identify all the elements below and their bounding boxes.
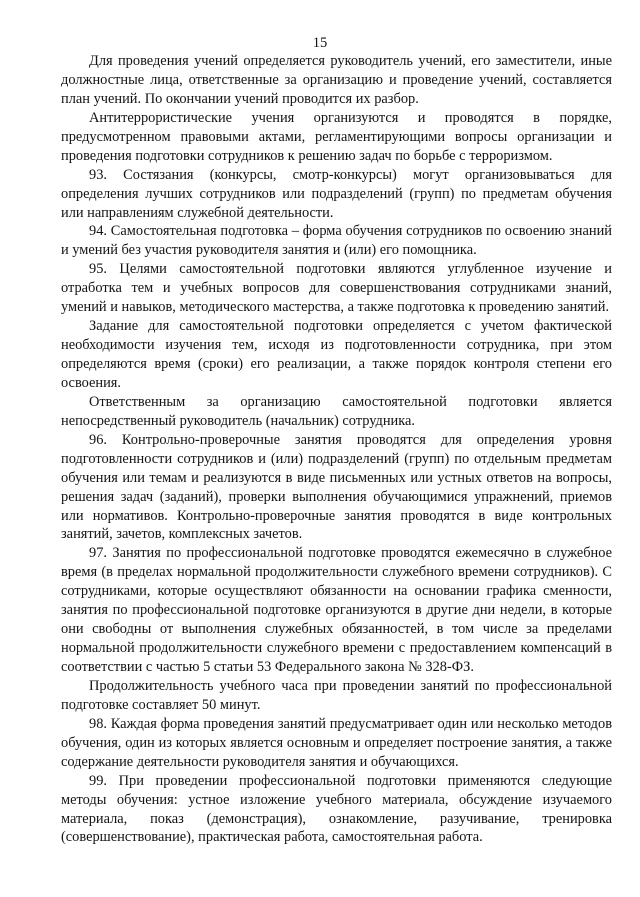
paragraph-item-98: 98. Каждая форма проведения занятий предусматривает один или несколько методов обучения, один из которых является основным и определяет построение занятия, а также содержание деятельности руководителя занятия и обучающихся.: [61, 715, 612, 770]
paragraph-item-97: 97. Занятия по профессиональной подготовке проводятся ежемесячно в служебное время (в пределах нормальной продолжительности служебного времени сотрудников). С сотрудниками, которые осуществляют обязанности на основании графика сменности, занятия по профессиональной подготовке организуются в другие дни недели, в которые они свободны от выполнения служебных обязанностей, в том числе за пределами нормальной продолжительности служебного времени с предоставлением компенсаций в соответствии с частью 5 статьи 53 Федерального закона № 328-ФЗ.: [61, 545, 612, 675]
paragraph: Антитеррористические учения организуются и проводятся в порядке, предусмотренном правовыми актами, регламентирующими вопросы организации и проведения подготовки сотрудников к решению задач по борьбе с терроризмом.: [61, 109, 612, 164]
paragraph-item-95: 95. Целями самостоятельной подготовки являются углубленное изучение и отработка тем и учебных вопросов для совершенствования сотрудниками знаний, умений и навыков, методического мастерства, а также подготовка к проведению занятий.: [61, 261, 612, 316]
paragraph-item-94: 94. Самостоятельная подготовка – форма обучения сотрудников по освоению знаний и умений без участия руководителя занятия и (или) его помощника.: [61, 223, 612, 259]
paragraph: Ответственным за организацию самостоятельной подготовки является непосредственный руководитель (начальник) сотрудника.: [61, 393, 612, 429]
paragraph-item-99: 99. При проведении профессиональной подготовки применяются следующие методы обучения: устное изложение учебного материала, обсуждение изучаемого материала, показ (демонстрация), ознакомление, разучивание, тренировка (совершенствование), практическая работа, самостоятельная работа.: [61, 772, 612, 846]
paragraph: Продолжительность учебного часа при проведении занятий по профессиональной подготовке составляет 50 минут.: [61, 677, 612, 713]
page-number: 15: [312, 35, 328, 51]
paragraph: Для проведения учений определяется руководитель учений, его заместители, иные должностные лица, ответственные за организацию и проведение учений, составляется план учений. По окончании учений проводится их разбор.: [61, 53, 612, 107]
paragraph: Задание для самостоятельной подготовки определяется с учетом фактической необходимости изучения тем, исходя из подготовленности сотрудника, при этом определяются время (сроки) его реализации, а также порядок контроля степени его освоения.: [61, 318, 612, 391]
paragraph-item-93: 93. Состязания (конкурсы, смотр-конкурсы) могут организовываться для определения лучших сотрудников или подразделений (групп) по предметам обучения или направлениям служебной деятельности.: [61, 166, 612, 221]
document-body: [61, 52, 612, 847]
paragraph-item-96: 96. Контрольно-проверочные занятия проводятся для определения уровня подготовленности сотрудников и (или) подразделений (групп) по отдельным предметам обучения или темам и реализуются в виде письменных или устных ответов на вопросы, решения задач (заданий), проверки выполнения обучающимися упражнений, приемов или нормативов. Контрольно-проверочные занятия проводятся в виде контрольных занятий, зачетов, комплексных зачетов.: [61, 431, 612, 543]
